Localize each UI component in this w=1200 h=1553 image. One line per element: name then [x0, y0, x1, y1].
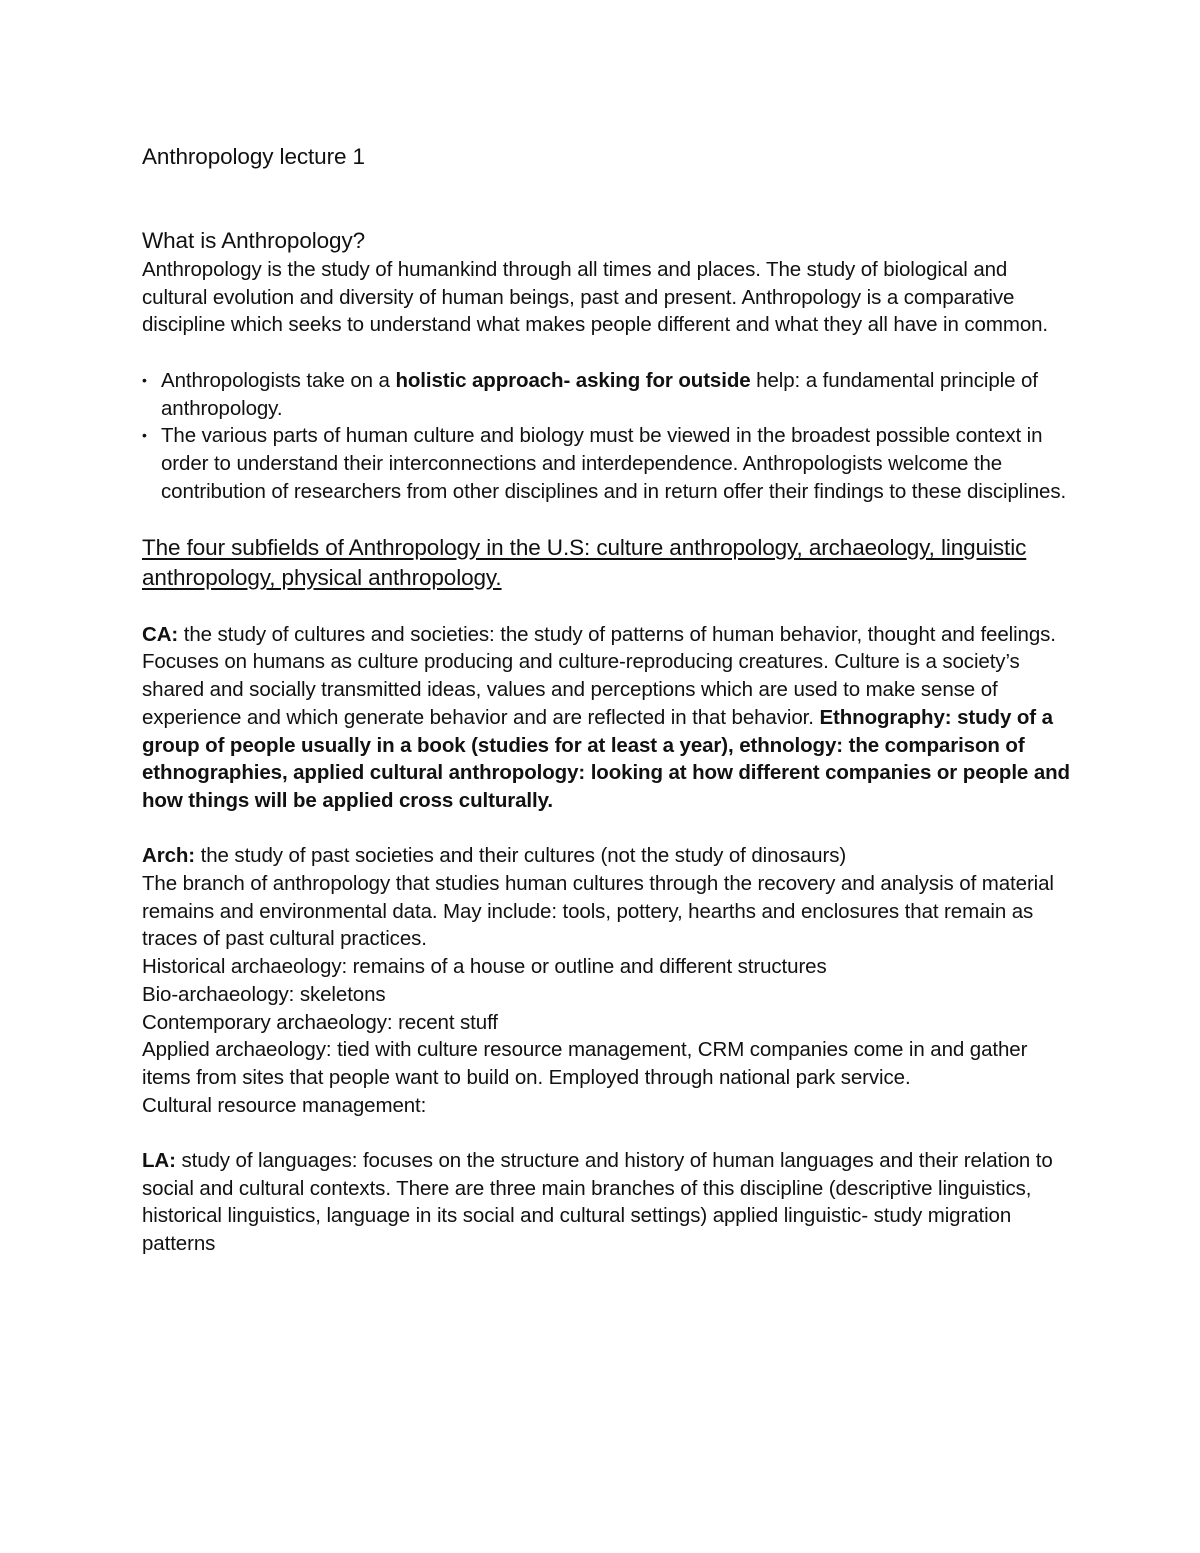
bullet-text: The various parts of human culture and biology must be viewed in the broadest possible context in order to understand their interconnections and interdependence. Anthropologists welcome the contribution of researchers from other disciplines and in return offer their findings to these disciplines. [161, 424, 1067, 503]
bullet-text-post: help: a fundamental principle of anthropology. [161, 368, 1038, 420]
list-item [142, 367, 1072, 422]
spacer [142, 815, 1072, 843]
spacer [142, 339, 1072, 367]
la-text: study of languages: focuses on the structure and history of human languages and their relation to social and cultural contexts. There are three main branches of this discipline (descriptive linguistics, historical linguistics, language in its social and cultural settings) applied linguistic- study migration patterns [142, 1149, 1053, 1256]
intro-heading: What is Anthropology? [142, 228, 366, 253]
la-label: LA: [142, 1149, 176, 1173]
bullet-icon: • [142, 371, 147, 388]
la-section [142, 1147, 1072, 1258]
arch-line: Applied archaeology: tied with culture resource management, CRM companies come in and gather items from sites that people want to build on. Employed through national park service. [142, 1038, 1028, 1089]
bullet-text-pre: Anthropologists take on a [161, 368, 396, 392]
arch-section [142, 842, 1072, 870]
ca-section [142, 621, 1072, 815]
ca-label: CA: [142, 622, 179, 646]
arch-line: Contemporary archaeology: recent stuff [142, 1010, 498, 1034]
subfields-heading: The four subfields of Anthropology in the U.S: culture anthropology, archaeology, linguistic anthropology, physical anthropology. [142, 535, 1027, 590]
arch-first-line: the study of past societies and their cultures (not the study of dinosaurs) [195, 844, 847, 868]
spacer [142, 1119, 1072, 1147]
arch-line: Cultural resource management: [142, 1093, 427, 1117]
intro-paragraph: Anthropology is the study of humankind through all times and places. The study of biological and cultural evolution and diversity of human beings, past and present. Anthropology is a comparative discipline which seeks to understand what makes people different and what they all have in common. [142, 258, 1049, 337]
ca-text: the study of cultures and societies: the study of patterns of human behavior, thought and feelings. Focuses on humans as culture producing and culture-reproducing creatures. Culture is a society’s shared and socially transmitted ideas, values and perceptions which are used to make sense of experience and which generate behavior and are reflected in that behavior. [142, 622, 1056, 729]
spacer [142, 593, 1072, 621]
arch-line: Historical archaeology: remains of a house or outline and different structures [142, 955, 827, 979]
spacer [142, 505, 1072, 533]
bullet-list [142, 367, 1072, 506]
bullet-text-bold: holistic approach- asking for outside [395, 368, 751, 392]
document-title: Anthropology lecture 1 [142, 144, 365, 169]
arch-line: The branch of anthropology that studies human cultures through the recovery and analysis of material remains and environmental data. May include: tools, pottery, hearths and enclosures that remain as traces of past cultural practices. [142, 872, 1054, 951]
document-page [142, 142, 1072, 1258]
arch-label: Arch: [142, 844, 196, 868]
list-item [142, 422, 1072, 505]
arch-line: Bio-archaeology: skeletons [142, 982, 386, 1006]
ca-bold-text: Ethnography: study of a group of people usually in a book (studies for at least a year), ethnology: the comparison of ethnographies, applied cultural anthropology: looking at how different companies or people and how things will be applied cross culturally. [142, 705, 1070, 812]
bullet-icon: • [142, 427, 147, 444]
